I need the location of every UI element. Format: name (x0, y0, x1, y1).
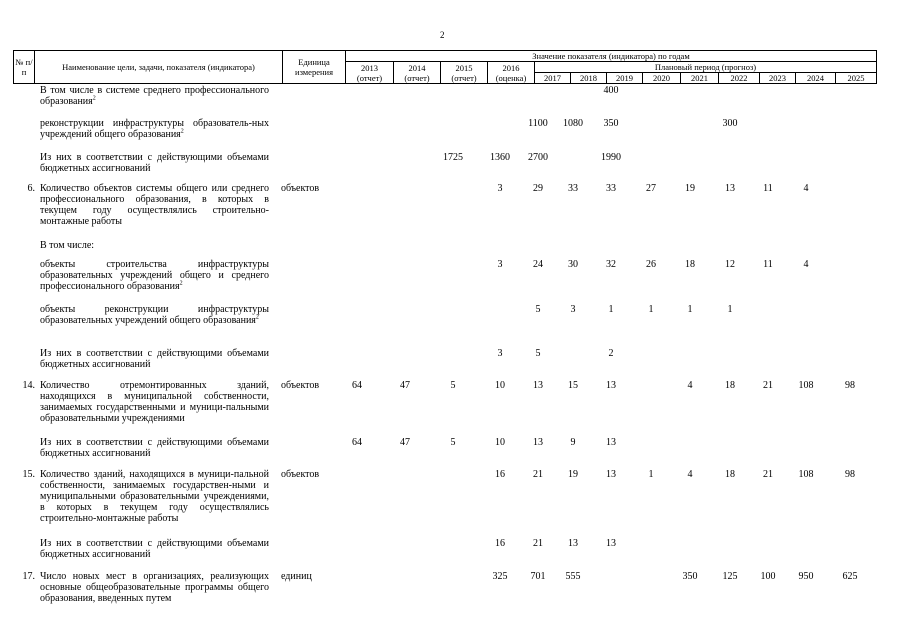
value-cell: 701 (530, 571, 546, 582)
value-cell: 12 (725, 259, 735, 270)
value-cell: 98 (845, 380, 855, 391)
indicator-name: В том числе в системе среднего профессионального образования$^2$ (40, 85, 269, 107)
value-cell: 9 (570, 437, 576, 448)
value-cell: 16 (495, 469, 505, 480)
value-cell: 47 (400, 437, 410, 448)
value-cell: 26 (646, 259, 656, 270)
value-cell: 13 (606, 469, 616, 480)
value-cell: 1080 (563, 118, 583, 129)
row-number: 17. (22, 571, 35, 582)
row-number: 15. (22, 469, 35, 480)
unit-of-measure: единиц (281, 571, 312, 582)
value-cell: 4 (803, 183, 809, 194)
value-cell: 64 (352, 380, 362, 391)
value-cell: 13 (725, 183, 735, 194)
row-number: 14. (22, 380, 35, 391)
value-cell: 15 (568, 380, 578, 391)
value-cell: 350 (603, 118, 619, 129)
value-cell: 13 (568, 538, 578, 549)
value-cell: 1 (648, 304, 654, 315)
value-cell: 325 (492, 571, 508, 582)
value-cell: 4 (687, 380, 693, 391)
indicator-name: В том числе: (40, 240, 95, 251)
value-cell: 555 (565, 571, 581, 582)
header-year-2013: 2013 (отчет) (346, 62, 394, 84)
value-cell: 108 (798, 469, 814, 480)
value-cell: 108 (798, 380, 814, 391)
header-year-2020: 2020 (643, 73, 681, 84)
unit-of-measure: объектов (281, 183, 320, 194)
indicator-name: Из них в соответствии с действующими объемами бюджетных ассигнований (40, 538, 269, 560)
unit-of-measure: объектов (281, 469, 320, 480)
footnote-mark: 2 (255, 314, 259, 321)
value-cell: 19 (568, 469, 578, 480)
header-name: Наименование цели, задачи, показателя (индикатора) (35, 51, 283, 84)
value-cell: 27 (646, 183, 656, 194)
value-cell: 13 (533, 437, 543, 448)
value-cell: 18 (725, 469, 735, 480)
value-cell: 1100 (528, 118, 548, 129)
value-cell: 24 (533, 259, 543, 270)
value-cell: 5 (450, 437, 456, 448)
indicator-name: Количество зданий, находящихся в муници-пальной собственности, занимаемых государствен-ными и муниципальными образовательными учреждениями, в которых в текущем году осуществлялись строительно-монтажные работы (40, 469, 269, 524)
value-cell: 98 (845, 469, 855, 480)
indicator-name: объекты строительства инфраструктуры образовательных учреждений общего и среднего профессионального образования$^2$ (40, 259, 269, 292)
value-cell: 21 (763, 380, 773, 391)
header-year-2019: 2019 (607, 73, 643, 84)
value-cell: 21 (763, 469, 773, 480)
header-year-2024: 2024 (796, 73, 836, 84)
value-cell: 13 (533, 380, 543, 391)
value-cell: 400 (603, 85, 619, 96)
value-cell: 29 (533, 183, 543, 194)
value-cell: 1 (727, 304, 733, 315)
footnote-mark: 2 (180, 128, 184, 135)
page-number: 2 (440, 30, 445, 40)
value-cell: 1 (687, 304, 693, 315)
value-cell: 11 (763, 259, 773, 270)
value-cell: 5 (535, 304, 541, 315)
header-values-title: Значение показателя (индикатора) по годам (346, 51, 877, 62)
value-cell: 11 (763, 183, 773, 194)
footnote-mark: 2 (179, 280, 183, 287)
value-cell: 1 (608, 304, 614, 315)
header-year-2022: 2022 (719, 73, 760, 84)
value-cell: 64 (352, 437, 362, 448)
indicator-name: Число новых мест в организациях, реализующих основные общеобразовательные программы общего образования, введенных путем (40, 571, 269, 604)
value-cell: 13 (606, 437, 616, 448)
value-cell: 33 (568, 183, 578, 194)
value-cell: 5 (450, 380, 456, 391)
header-planned-title: Плановый период (прогноз) (535, 62, 877, 73)
unit-of-measure: объектов (281, 380, 320, 391)
header-year-2017: 2017 (535, 73, 571, 84)
value-cell: 5 (535, 348, 541, 359)
indicator-name: Количество объектов системы общего или среднего профессионального образования, в которых в текущем году осуществлялись строительно-монтажные работы (40, 183, 269, 227)
indicator-name: Из них в соответствии с действующими объемами бюджетных ассигнований (40, 348, 269, 370)
value-cell: 19 (685, 183, 695, 194)
header-year-2025: 2025 (836, 73, 877, 84)
value-cell: 13 (606, 538, 616, 549)
value-cell: 13 (606, 380, 616, 391)
value-cell: 350 (682, 571, 698, 582)
value-cell: 16 (495, 538, 505, 549)
value-cell: 30 (568, 259, 578, 270)
value-cell: 4 (687, 469, 693, 480)
value-cell: 18 (685, 259, 695, 270)
header-year-2021: 2021 (681, 73, 719, 84)
value-cell: 3 (497, 183, 503, 194)
value-cell: 10 (495, 380, 505, 391)
indicator-name: Количество отремонтированных зданий, находящихся в муниципальной собственности, занимаемых государственными и муници-пальными образовательными учреждениями (40, 380, 269, 424)
header-year-2018: 2018 (571, 73, 607, 84)
indicator-name: реконструкции инфраструктуры образователь-ных учреждений общего образования$^2$ (40, 118, 269, 140)
value-cell: 47 (400, 380, 410, 391)
indicator-name: Из них в соответствии с действующими объемами бюджетных ассигнований (40, 437, 269, 459)
value-cell: 2 (608, 348, 614, 359)
indicator-name: объекты реконструкции инфраструктуры образовательных учреждений общего образования$^2$ (40, 304, 269, 326)
value-cell: 1990 (601, 152, 621, 163)
row-number: 6. (27, 183, 35, 194)
value-cell: 4 (803, 259, 809, 270)
value-cell: 18 (725, 380, 735, 391)
value-cell: 300 (722, 118, 738, 129)
header-unit: Единица измерения (283, 51, 346, 84)
header-year-2023: 2023 (760, 73, 796, 84)
value-cell: 21 (533, 538, 543, 549)
value-cell: 100 (760, 571, 776, 582)
header-year-2014: 2014 (отчет) (394, 62, 441, 84)
value-cell: 1360 (490, 152, 510, 163)
header-year-2015: 2015 (отчет) (441, 62, 488, 84)
value-cell: 625 (842, 571, 858, 582)
value-cell: 3 (570, 304, 576, 315)
value-cell: 33 (606, 183, 616, 194)
indicator-name: Из них в соответствии с действующими объемами бюджетных ассигнований (40, 152, 269, 174)
footnote-mark: 2 (92, 95, 96, 102)
value-cell: 1 (648, 469, 654, 480)
value-cell: 3 (497, 259, 503, 270)
value-cell: 21 (533, 469, 543, 480)
header-num: № п/п (14, 51, 35, 84)
header-year-2016: 2016 (оценка) (488, 62, 535, 84)
value-cell: 3 (497, 348, 503, 359)
value-cell: 125 (722, 571, 738, 582)
value-cell: 10 (495, 437, 505, 448)
value-cell: 32 (606, 259, 616, 270)
value-cell: 950 (798, 571, 814, 582)
value-cell: 1725 (443, 152, 463, 163)
value-cell: 2700 (528, 152, 548, 163)
